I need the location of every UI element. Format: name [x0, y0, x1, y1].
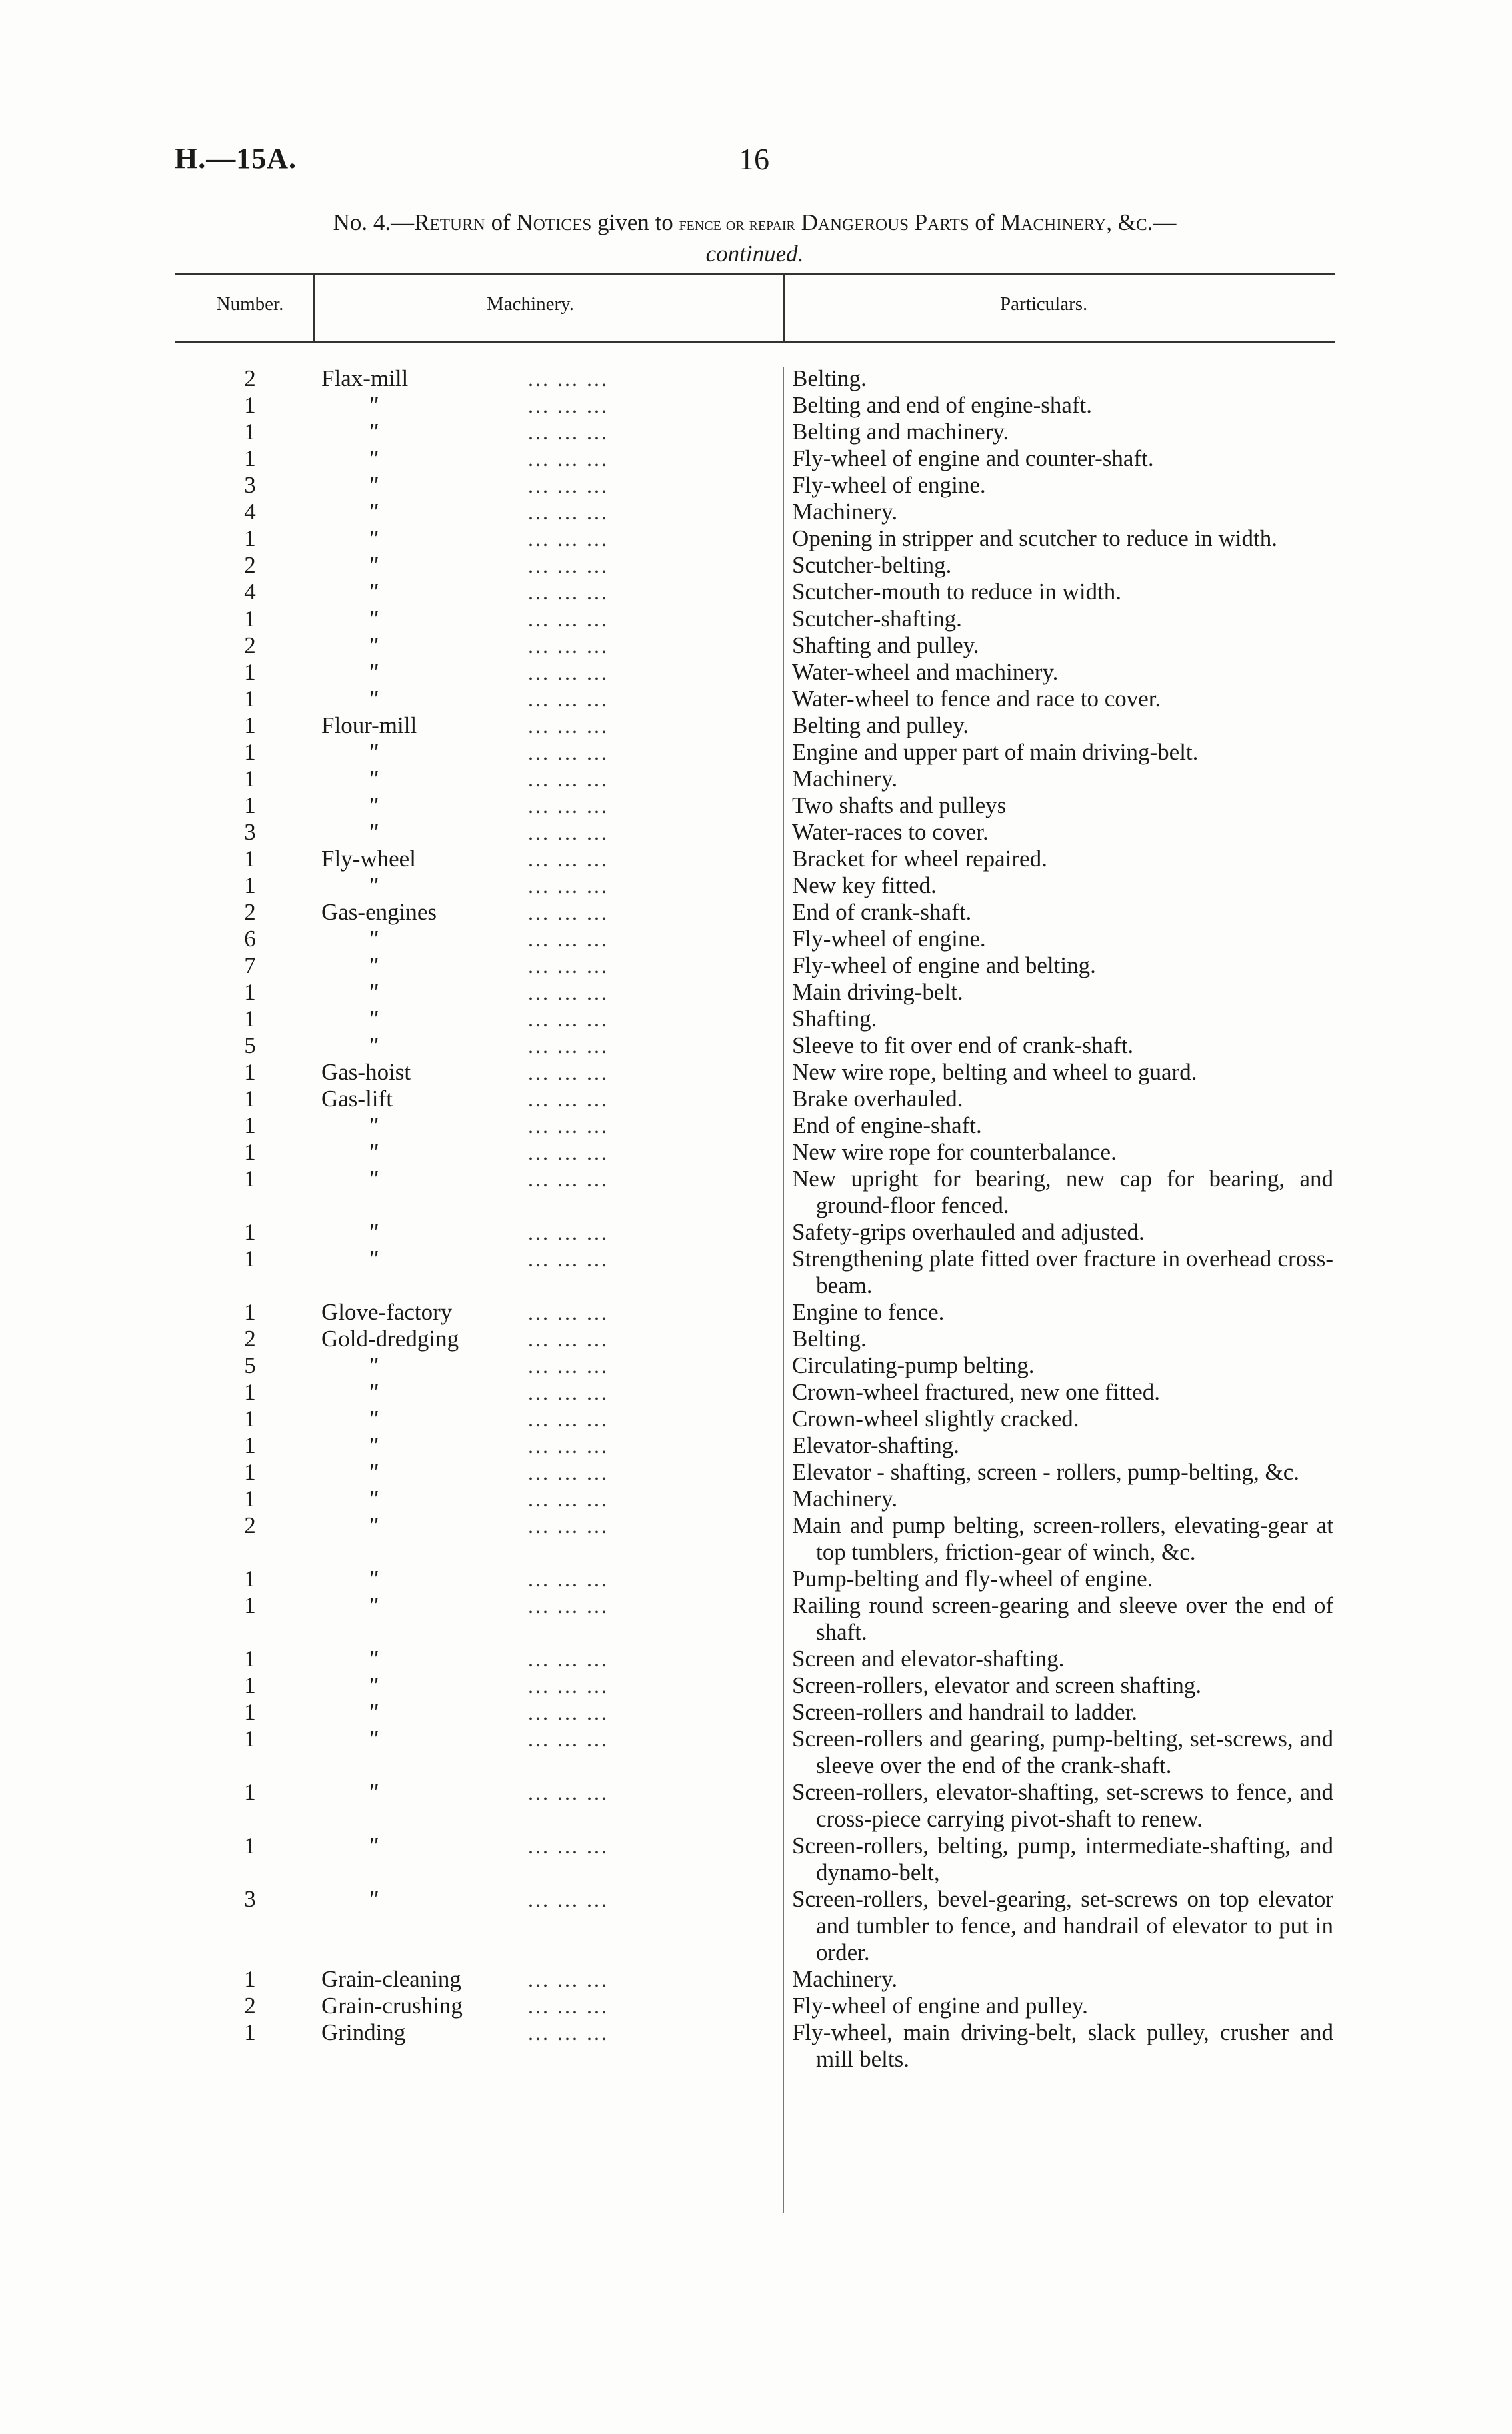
row-particulars: Machinery.	[792, 1966, 898, 1992]
row-machinery: "	[368, 1699, 378, 1725]
row-machinery: Grinding	[321, 2019, 406, 2045]
row-particulars: End of crank-shaft.	[792, 899, 972, 925]
row-machinery: Gas-hoist	[321, 1059, 411, 1085]
row-particulars: Circulating-pump belting.	[792, 1352, 1035, 1378]
table-row	[0, 1006, 1512, 1032]
table-row	[0, 1566, 1512, 1592]
row-number: 1	[244, 1486, 256, 1512]
dot-leader: ... ... ...	[528, 447, 609, 471]
title-word: fence or repair	[679, 214, 795, 235]
row-particulars: Fly-wheel of engine and pulley.	[792, 1993, 1088, 2019]
row-particulars: Shafting.	[792, 1006, 877, 1032]
row-machinery: "	[368, 686, 378, 712]
row-machinery: "	[368, 1833, 378, 1859]
row-machinery: "	[368, 1779, 378, 1805]
title-word: of	[491, 209, 511, 235]
table-row	[0, 979, 1512, 1006]
row-particulars: Belting and end of engine-shaft.	[792, 392, 1093, 418]
table-top-rule	[175, 273, 1335, 275]
row-machinery: Glove-factory	[321, 1299, 453, 1325]
row-number: 1	[244, 1006, 256, 1032]
dot-leader: ... ... ...	[528, 1567, 609, 1591]
table-row	[0, 365, 1512, 392]
title-word: of	[975, 209, 995, 235]
row-machinery: "	[368, 1246, 378, 1272]
row-machinery: "	[368, 1139, 378, 1165]
row-particulars: Opening in stripper and scutcher to reduce in width.	[792, 525, 1277, 551]
row-number: 1	[244, 1246, 256, 1272]
dot-leader: ... ... ...	[528, 767, 609, 791]
dot-leader: ... ... ...	[528, 1247, 609, 1271]
row-number: 1	[244, 2019, 256, 2045]
row-machinery: "	[368, 579, 378, 605]
row-particulars: Main driving-belt.	[792, 979, 963, 1005]
table-row	[0, 1059, 1512, 1086]
dot-leader: ... ... ...	[528, 1407, 609, 1431]
table-row	[0, 1432, 1512, 1459]
row-machinery: "	[368, 1512, 378, 1538]
dot-leader: ... ... ...	[528, 927, 609, 951]
row-machinery: "	[368, 1459, 378, 1485]
table-row	[0, 472, 1512, 499]
dot-leader: ... ... ...	[528, 714, 609, 738]
row-machinery: "	[368, 1726, 378, 1752]
dot-leader: ... ... ...	[528, 1487, 609, 1511]
row-machinery: "	[368, 1219, 378, 1245]
row-particulars: Fly-wheel of engine.	[792, 472, 986, 498]
dot-leader: ... ... ...	[528, 740, 609, 764]
row-number: 1	[244, 605, 256, 632]
row-machinery: "	[368, 1166, 378, 1192]
row-particulars: New wire rope for counterbalance.	[792, 1139, 1117, 1165]
dot-leader: ... ... ...	[528, 900, 609, 924]
row-particulars: Sleeve to fit over end of crank-shaft.	[792, 1032, 1134, 1058]
row-number: 1	[244, 392, 256, 418]
dot-leader: ... ... ...	[528, 527, 609, 551]
row-number: 1	[244, 872, 256, 898]
row-particulars: Screen and elevator-shafting.	[792, 1646, 1065, 1672]
table-row	[0, 1112, 1512, 1139]
dot-leader: ... ... ...	[528, 1034, 609, 1058]
row-number: 1	[244, 1219, 256, 1245]
column-divider	[783, 275, 785, 343]
row-particulars: Crown-wheel slightly cracked.	[792, 1406, 1079, 1432]
row-machinery: "	[368, 926, 378, 952]
row-number: 1	[244, 445, 256, 471]
row-machinery: "	[368, 419, 378, 445]
row-particulars: Water-races to cover.	[792, 819, 989, 845]
row-particulars: Bracket for wheel repaired.	[792, 846, 1047, 872]
row-machinery: "	[368, 392, 378, 418]
table-row	[0, 1726, 1512, 1779]
column-divider	[313, 275, 315, 343]
table-row	[0, 952, 1512, 979]
dot-leader: ... ... ...	[528, 1007, 609, 1031]
row-machinery: "	[368, 1006, 378, 1032]
row-particulars: Screen-rollers and gearing, pump-belting, set-screws, and sleeve over the end of the crank-shaft.	[792, 1726, 1333, 1778]
row-machinery: "	[368, 819, 378, 845]
row-number: 5	[244, 1032, 256, 1058]
row-particulars: Machinery.	[792, 499, 898, 525]
row-number: 3	[244, 472, 256, 498]
row-number: 1	[244, 979, 256, 1005]
row-particulars: Railing round screen-gearing and sleeve over the end of shaft.	[792, 1592, 1333, 1645]
row-particulars: Strengthening plate fitted over fracture in overhead cross-beam.	[792, 1246, 1333, 1298]
dot-leader: ... ... ...	[528, 634, 609, 658]
row-number: 1	[244, 792, 256, 818]
row-particulars: Scutcher-belting.	[792, 552, 952, 578]
dot-leader: ... ... ...	[528, 660, 609, 684]
title-word: Dangerous Parts	[801, 209, 969, 235]
table-row	[0, 2019, 1512, 2073]
column-header-particulars: Particulars.	[1000, 293, 1088, 315]
row-machinery: Fly-wheel	[321, 846, 416, 872]
row-machinery: "	[368, 1032, 378, 1058]
row-machinery: Gold-dredging	[321, 1326, 459, 1352]
row-particulars: Scutcher-shafting.	[792, 605, 962, 632]
row-particulars: Screen-rollers and handrail to ladder.	[792, 1699, 1137, 1725]
row-particulars: Belting and machinery.	[792, 419, 1009, 445]
row-number: 1	[244, 419, 256, 445]
row-machinery: "	[368, 1592, 378, 1618]
table-row	[0, 552, 1512, 579]
row-particulars: Safety-grips overhauled and adjusted.	[792, 1219, 1145, 1245]
table-row	[0, 1512, 1512, 1566]
dot-leader: ... ... ...	[528, 1220, 609, 1244]
table-row	[0, 766, 1512, 792]
row-particulars: Pump-belting and fly-wheel of engine.	[792, 1566, 1153, 1592]
table-row	[0, 632, 1512, 659]
row-number: 1	[244, 1086, 256, 1112]
table-row	[0, 792, 1512, 819]
row-number: 1	[244, 712, 256, 738]
row-number: 1	[244, 1672, 256, 1698]
row-machinery: "	[368, 1432, 378, 1458]
row-number: 1	[244, 1166, 256, 1192]
dot-leader: ... ... ...	[528, 607, 609, 631]
row-machinery: "	[368, 659, 378, 685]
table-row	[0, 1406, 1512, 1432]
dot-leader: ... ... ...	[528, 1780, 609, 1804]
row-particulars: Belting and pulley.	[792, 712, 969, 738]
row-particulars: Water-wheel to fence and race to cover.	[792, 686, 1161, 712]
row-particulars: Belting.	[792, 1326, 867, 1352]
title-number: No. 4.—	[333, 209, 415, 235]
row-particulars: Fly-wheel of engine.	[792, 926, 986, 952]
table-row	[0, 1646, 1512, 1672]
row-number: 1	[244, 1779, 256, 1805]
dot-leader: ... ... ...	[528, 1114, 609, 1138]
dot-leader: ... ... ...	[528, 1700, 609, 1724]
row-particulars: Scutcher-mouth to reduce in width.	[792, 579, 1122, 605]
row-particulars: Screen-rollers, elevator-shafting, set-screws to fence, and cross-piece carrying pivot-shaft to renew.	[792, 1779, 1333, 1832]
row-particulars: Shafting and pulley.	[792, 632, 979, 658]
row-machinery: "	[368, 499, 378, 525]
row-machinery: "	[368, 872, 378, 898]
row-machinery: Gas-engines	[321, 899, 437, 925]
table-body	[0, 365, 1512, 2073]
dot-leader: ... ... ...	[528, 1380, 609, 1404]
row-machinery: "	[368, 1486, 378, 1512]
table-row	[0, 392, 1512, 419]
dot-leader: ... ... ...	[528, 1434, 609, 1458]
table-row	[0, 1833, 1512, 1886]
row-particulars: Fly-wheel of engine and belting.	[792, 952, 1096, 978]
row-machinery: Gas-lift	[321, 1086, 393, 1112]
row-number: 1	[244, 1459, 256, 1485]
table-row	[0, 1086, 1512, 1112]
dot-leader: ... ... ...	[528, 1647, 609, 1671]
table-row	[0, 1672, 1512, 1699]
table-row	[0, 686, 1512, 712]
dot-leader: ... ... ...	[528, 2021, 609, 2045]
table-row	[0, 899, 1512, 926]
row-particulars: Elevator - shafting, screen - rollers, pump-belting, &c.	[792, 1459, 1300, 1485]
row-number: 1	[244, 1726, 256, 1752]
table-row	[0, 712, 1512, 739]
row-number: 1	[244, 1139, 256, 1165]
dot-leader: ... ... ...	[528, 1967, 609, 1991]
title-word: Machinery, &c.—	[1000, 209, 1177, 235]
row-machinery: "	[368, 445, 378, 471]
table-row	[0, 525, 1512, 552]
row-number: 1	[244, 1299, 256, 1325]
row-particulars: Screen-rollers, bevel-gearing, set-screws on top elevator and tumbler to fence, and handrail of elevator to put in order.	[792, 1886, 1333, 1965]
row-number: 3	[244, 819, 256, 845]
row-number: 4	[244, 499, 256, 525]
table-row	[0, 1886, 1512, 1966]
row-number: 1	[244, 1646, 256, 1672]
row-machinery: Flour-mill	[321, 712, 417, 738]
table-row	[0, 739, 1512, 766]
table-row	[0, 1966, 1512, 1993]
row-number: 2	[244, 1512, 256, 1538]
dot-leader: ... ... ...	[528, 1514, 609, 1538]
dot-leader: ... ... ...	[528, 954, 609, 978]
table-row	[0, 499, 1512, 525]
row-machinery: "	[368, 632, 378, 658]
dot-leader: ... ... ...	[528, 1994, 609, 2018]
row-machinery: "	[368, 1646, 378, 1672]
dot-leader: ... ... ...	[528, 820, 609, 844]
row-particulars: Engine and upper part of main driving-belt.	[792, 739, 1199, 765]
row-number: 1	[244, 525, 256, 551]
row-number: 2	[244, 632, 256, 658]
row-number: 1	[244, 659, 256, 685]
table-row	[0, 1993, 1512, 2019]
table-row	[0, 1699, 1512, 1726]
row-number: 1	[244, 1566, 256, 1592]
row-particulars: Main and pump belting, screen-rollers, elevating-gear at top tumblers, friction-gear of winch, &c.	[792, 1512, 1333, 1565]
row-number: 1	[244, 1059, 256, 1085]
row-particulars: Machinery.	[792, 766, 898, 792]
row-particulars: Fly-wheel, main driving-belt, slack pulley, crusher and mill belts.	[792, 2019, 1333, 2072]
table-row	[0, 1486, 1512, 1512]
row-particulars: Machinery.	[792, 1486, 898, 1512]
title-continued: continued.	[705, 241, 804, 267]
dot-leader: ... ... ...	[528, 1887, 609, 1911]
row-machinery: "	[368, 739, 378, 765]
table-title	[175, 208, 1335, 269]
table-row	[0, 1219, 1512, 1246]
table-header-rule	[175, 341, 1335, 343]
table-row	[0, 1166, 1512, 1219]
row-particulars: Engine to fence.	[792, 1299, 945, 1325]
row-machinery: "	[368, 792, 378, 818]
dot-leader: ... ... ...	[528, 874, 609, 898]
table-row	[0, 1592, 1512, 1646]
dot-leader: ... ... ...	[528, 687, 609, 711]
row-particulars: Crown-wheel fractured, new one fitted.	[792, 1379, 1161, 1405]
dot-leader: ... ... ...	[528, 367, 609, 391]
row-machinery: "	[368, 605, 378, 632]
dot-leader: ... ... ...	[528, 847, 609, 871]
table-row	[0, 579, 1512, 605]
row-particulars: New upright for bearing, new cap for bearing, and ground-floor fenced.	[792, 1166, 1333, 1218]
row-number: 5	[244, 1352, 256, 1378]
row-particulars: Brake overhauled.	[792, 1086, 963, 1112]
row-machinery: "	[368, 525, 378, 551]
table-row	[0, 445, 1512, 472]
row-machinery: "	[368, 1112, 378, 1138]
row-number: 1	[244, 846, 256, 872]
row-number: 3	[244, 1886, 256, 1912]
dot-leader: ... ... ...	[528, 580, 609, 604]
table-row	[0, 819, 1512, 846]
row-number: 1	[244, 766, 256, 792]
table-row	[0, 419, 1512, 445]
row-particulars: Screen-rollers, elevator and screen shafting.	[792, 1672, 1202, 1698]
dot-leader: ... ... ...	[528, 1140, 609, 1164]
dot-leader: ... ... ...	[528, 1727, 609, 1751]
column-header-number: Number.	[216, 293, 284, 315]
dot-leader: ... ... ...	[528, 1087, 609, 1111]
row-particulars: New key fitted.	[792, 872, 937, 898]
row-machinery: "	[368, 1352, 378, 1378]
column-header-machinery: Machinery.	[487, 293, 574, 315]
row-machinery: Grain-crushing	[321, 1993, 463, 2019]
dot-leader: ... ... ...	[528, 1060, 609, 1084]
row-number: 1	[244, 739, 256, 765]
row-number: 2	[244, 552, 256, 578]
table-row	[0, 1379, 1512, 1406]
row-number: 2	[244, 899, 256, 925]
table-row	[0, 1779, 1512, 1833]
table-row	[0, 1352, 1512, 1379]
row-number: 1	[244, 1406, 256, 1432]
dot-leader: ... ... ...	[528, 393, 609, 417]
row-particulars: Two shafts and pulleys	[792, 792, 1007, 818]
row-number: 6	[244, 926, 256, 952]
dot-leader: ... ... ...	[528, 1460, 609, 1484]
dot-leader: ... ... ...	[528, 1167, 609, 1191]
table-row	[0, 1246, 1512, 1299]
row-number: 4	[244, 579, 256, 605]
row-number: 1	[244, 1833, 256, 1859]
table-row	[0, 846, 1512, 872]
row-number: 7	[244, 952, 256, 978]
dot-leader: ... ... ...	[528, 420, 609, 444]
table-row	[0, 1326, 1512, 1352]
row-machinery: "	[368, 952, 378, 978]
row-machinery: Grain-cleaning	[321, 1966, 461, 1992]
row-machinery: "	[368, 766, 378, 792]
row-machinery: "	[368, 979, 378, 1005]
table-row	[0, 1459, 1512, 1486]
dot-leader: ... ... ...	[528, 794, 609, 818]
row-number: 2	[244, 365, 256, 391]
row-particulars: Belting.	[792, 365, 867, 391]
page-number: 16	[739, 142, 769, 176]
dot-leader: ... ... ...	[528, 980, 609, 1004]
row-machinery: "	[368, 1886, 378, 1912]
row-particulars: New wire rope, belting and wheel to guard.	[792, 1059, 1197, 1085]
row-particulars: Screen-rollers, belting, pump, intermediate-shafting, and dynamo-belt,	[792, 1833, 1333, 1885]
row-number: 2	[244, 1993, 256, 2019]
row-number: 1	[244, 1112, 256, 1138]
table-row	[0, 872, 1512, 899]
title-word: Notices	[516, 209, 592, 235]
title-word: given to	[597, 209, 673, 235]
row-machinery: "	[368, 1379, 378, 1405]
row-machinery: "	[368, 472, 378, 498]
dot-leader: ... ... ...	[528, 500, 609, 524]
row-particulars: Water-wheel and machinery.	[792, 659, 1059, 685]
row-machinery: "	[368, 1406, 378, 1432]
row-number: 1	[244, 1379, 256, 1405]
dot-leader: ... ... ...	[528, 1834, 609, 1858]
row-number: 2	[244, 1326, 256, 1352]
document-reference: H.—15A.	[175, 142, 297, 175]
dot-leader: ... ... ...	[528, 1300, 609, 1324]
table-row	[0, 605, 1512, 632]
row-particulars: Elevator-shafting.	[792, 1432, 960, 1458]
row-number: 1	[244, 1592, 256, 1618]
row-particulars: Fly-wheel of engine and counter-shaft.	[792, 445, 1154, 471]
table-row	[0, 1032, 1512, 1059]
row-number: 1	[244, 686, 256, 712]
dot-leader: ... ... ...	[528, 473, 609, 497]
dot-leader: ... ... ...	[528, 1354, 609, 1378]
table-row	[0, 1139, 1512, 1166]
table-row	[0, 926, 1512, 952]
row-number: 1	[244, 1699, 256, 1725]
dot-leader: ... ... ...	[528, 553, 609, 577]
row-machinery: Flax-mill	[321, 365, 409, 391]
table-row	[0, 1299, 1512, 1326]
dot-leader: ... ... ...	[528, 1327, 609, 1351]
dot-leader: ... ... ...	[528, 1674, 609, 1698]
row-machinery: "	[368, 1566, 378, 1592]
row-number: 1	[244, 1432, 256, 1458]
table-row	[0, 659, 1512, 686]
dot-leader: ... ... ...	[528, 1594, 609, 1618]
row-machinery: "	[368, 1672, 378, 1698]
title-word: Return	[414, 209, 485, 235]
row-particulars: End of engine-shaft.	[792, 1112, 982, 1138]
row-number: 1	[244, 1966, 256, 1992]
row-machinery: "	[368, 552, 378, 578]
